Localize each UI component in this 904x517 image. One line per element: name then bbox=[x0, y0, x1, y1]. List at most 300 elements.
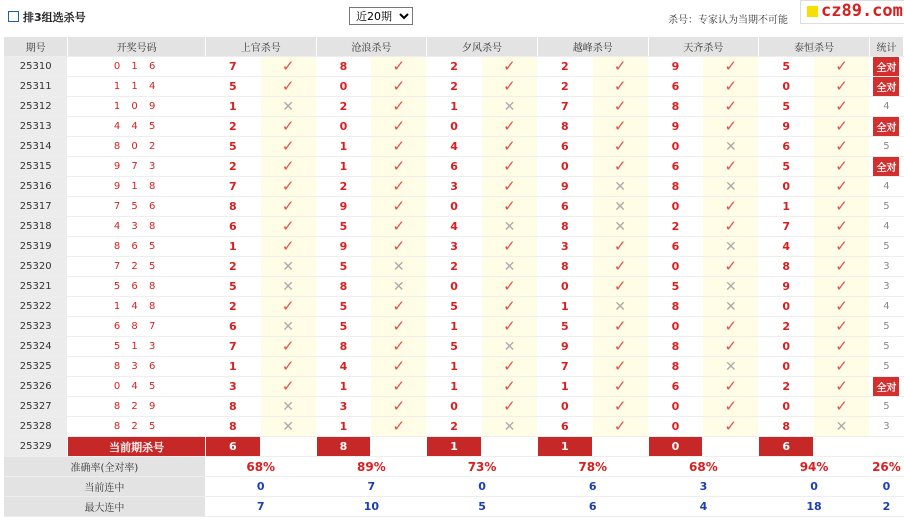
accuracy-value: 89% bbox=[316, 457, 427, 477]
check-icon: ✓ bbox=[281, 297, 295, 315]
kill-number: 0 bbox=[537, 277, 592, 297]
check-icon: ✓ bbox=[392, 377, 406, 395]
result-cell bbox=[703, 377, 759, 397]
result-cell bbox=[703, 177, 759, 197]
kill-number: 8 bbox=[316, 57, 371, 77]
header-stat: 统计 bbox=[869, 37, 903, 57]
result-cell bbox=[592, 297, 648, 317]
result-cell bbox=[482, 197, 538, 217]
result-cell bbox=[482, 157, 538, 177]
result-cell bbox=[592, 257, 648, 277]
kill-number: 1 bbox=[316, 377, 371, 397]
kill-number: 0 bbox=[759, 397, 814, 417]
result-cell bbox=[814, 117, 870, 137]
check-icon: ✓ bbox=[392, 77, 406, 95]
check-icon: ✓ bbox=[503, 197, 516, 215]
kill-number: 1 bbox=[205, 357, 260, 377]
draw-numbers: 7 2 5 bbox=[68, 257, 206, 277]
table-row bbox=[4, 197, 904, 217]
stat-cell bbox=[869, 237, 903, 257]
stat-cell bbox=[869, 417, 903, 437]
period-select[interactable] bbox=[349, 7, 413, 25]
kill-number: 6 bbox=[205, 317, 260, 337]
kill-number: 6 bbox=[759, 137, 814, 157]
hit-count: 3 bbox=[883, 281, 890, 292]
kill-number: 0 bbox=[537, 397, 592, 417]
check-icon: ✓ bbox=[613, 277, 627, 295]
result-cell bbox=[814, 417, 870, 437]
check-icon: ✓ bbox=[281, 237, 295, 255]
result-cell bbox=[260, 197, 316, 217]
table-row bbox=[4, 157, 904, 177]
draw-numbers: 8 3 6 bbox=[68, 357, 206, 377]
stat-cell bbox=[869, 397, 903, 417]
kill-number: 0 bbox=[648, 397, 703, 417]
result-cell bbox=[482, 317, 538, 337]
result-cell bbox=[371, 337, 427, 357]
draw-numbers: 1 1 4 bbox=[68, 77, 206, 97]
stat-accuracy-value: 26% bbox=[869, 457, 903, 477]
cross-icon: ✕ bbox=[614, 178, 626, 195]
check-icon: ✓ bbox=[724, 157, 738, 175]
current-streak-value: 7 bbox=[316, 477, 427, 497]
kill-number: 5 bbox=[316, 257, 371, 277]
hit-count: 5 bbox=[883, 201, 890, 212]
table-row bbox=[4, 317, 904, 337]
table-row bbox=[4, 417, 904, 437]
result-cell bbox=[814, 157, 870, 177]
result-cell bbox=[260, 157, 316, 177]
logo-square-icon bbox=[807, 6, 818, 17]
check-icon: ✓ bbox=[281, 197, 295, 215]
table-row bbox=[4, 57, 904, 77]
kill-number: 0 bbox=[648, 417, 703, 437]
cross-icon: ✕ bbox=[724, 138, 737, 155]
kill-number: 4 bbox=[316, 357, 371, 377]
current-kill-number: 0 bbox=[648, 437, 703, 457]
issue-number: 25328 bbox=[4, 417, 68, 437]
check-icon: ✓ bbox=[613, 337, 627, 355]
check-icon: ✓ bbox=[724, 217, 738, 235]
result-cell bbox=[814, 137, 870, 157]
result-cell bbox=[371, 177, 427, 197]
check-icon: ✓ bbox=[503, 137, 516, 155]
table-row bbox=[4, 277, 904, 297]
result-cell bbox=[814, 57, 870, 77]
logo-text: cz89.com bbox=[821, 1, 903, 21]
result-cell bbox=[592, 177, 648, 197]
check-icon: ✓ bbox=[835, 77, 848, 95]
max-streak-value: 18 bbox=[759, 497, 870, 517]
page-title: 排3组选杀号 bbox=[23, 11, 86, 24]
draw-numbers: 6 8 7 bbox=[68, 317, 206, 337]
kill-number: 4 bbox=[427, 137, 482, 157]
stat-cell bbox=[869, 297, 903, 317]
hit-count: 3 bbox=[883, 421, 890, 432]
result-cell bbox=[703, 57, 759, 77]
check-icon: ✓ bbox=[503, 177, 516, 195]
check-icon: ✓ bbox=[392, 317, 406, 335]
all-correct-badge: 全对 bbox=[873, 377, 899, 396]
kill-number: 7 bbox=[205, 337, 260, 357]
kill-number: 8 bbox=[759, 257, 814, 277]
result-cell bbox=[371, 197, 427, 217]
kill-number: 6 bbox=[648, 157, 703, 177]
kill-number: 9 bbox=[648, 117, 703, 137]
result-cell bbox=[260, 177, 316, 197]
result-cell bbox=[482, 397, 538, 417]
accuracy-value: 68% bbox=[648, 457, 759, 477]
result-cell bbox=[592, 157, 648, 177]
result-cell bbox=[814, 377, 870, 397]
cross-icon: ✕ bbox=[724, 178, 737, 195]
result-cell bbox=[703, 77, 759, 97]
check-icon: ✓ bbox=[835, 217, 848, 235]
kill-number: 5 bbox=[537, 317, 592, 337]
square-icon bbox=[8, 11, 19, 22]
check-icon: ✓ bbox=[835, 137, 848, 155]
max-streak-value: 7 bbox=[205, 497, 316, 517]
check-icon: ✓ bbox=[281, 377, 295, 395]
kill-number: 2 bbox=[759, 317, 814, 337]
result-cell bbox=[260, 237, 316, 257]
result-cell bbox=[371, 277, 427, 297]
stat-cell bbox=[869, 317, 903, 337]
current-streak-value: 3 bbox=[648, 477, 759, 497]
stat-cell bbox=[869, 157, 903, 177]
kill-number: 0 bbox=[759, 297, 814, 317]
kill-number: 2 bbox=[205, 257, 260, 277]
result-cell bbox=[592, 317, 648, 337]
check-icon: ✓ bbox=[613, 357, 627, 375]
result-cell bbox=[260, 117, 316, 137]
check-icon: ✓ bbox=[724, 77, 738, 95]
cross-icon: ✕ bbox=[392, 258, 405, 275]
stat-cell bbox=[869, 257, 903, 277]
check-icon: ✓ bbox=[503, 157, 516, 175]
draw-numbers: 7 5 6 bbox=[68, 197, 206, 217]
check-icon: ✓ bbox=[392, 357, 406, 375]
kill-number: 0 bbox=[427, 277, 482, 297]
kill-number: 5 bbox=[427, 297, 482, 317]
result-cell bbox=[592, 237, 648, 257]
table-row bbox=[4, 297, 904, 317]
check-icon: ✓ bbox=[835, 397, 848, 415]
check-icon: ✓ bbox=[613, 157, 627, 175]
result-cell bbox=[371, 137, 427, 157]
table-row bbox=[4, 397, 904, 417]
check-icon: ✓ bbox=[835, 157, 848, 175]
hit-count: 5 bbox=[883, 321, 890, 332]
check-icon: ✓ bbox=[613, 97, 627, 115]
check-icon: ✓ bbox=[613, 77, 627, 95]
check-icon: ✓ bbox=[503, 377, 516, 395]
table-header-row bbox=[4, 37, 904, 57]
result-cell bbox=[371, 357, 427, 377]
current-kill-number: 8 bbox=[316, 437, 371, 457]
check-icon: ✓ bbox=[503, 237, 516, 255]
result-cell bbox=[260, 317, 316, 337]
check-icon: ✓ bbox=[724, 317, 738, 335]
kill-number: 5 bbox=[316, 297, 371, 317]
check-icon: ✓ bbox=[392, 157, 406, 175]
hit-count: 3 bbox=[883, 261, 890, 272]
hit-count: 4 bbox=[883, 221, 890, 232]
kill-number: 0 bbox=[648, 317, 703, 337]
cross-icon: ✕ bbox=[503, 418, 516, 435]
kill-number: 8 bbox=[537, 217, 592, 237]
kill-number: 9 bbox=[759, 117, 814, 137]
result-cell bbox=[592, 277, 648, 297]
check-icon: ✓ bbox=[392, 137, 406, 155]
result-cell bbox=[482, 117, 538, 137]
check-icon: ✓ bbox=[281, 157, 295, 175]
result-cell bbox=[260, 277, 316, 297]
kill-number: 7 bbox=[205, 177, 260, 197]
kill-number: 1 bbox=[427, 317, 482, 337]
kill-number: 1 bbox=[316, 417, 371, 437]
table-row bbox=[4, 357, 904, 377]
cross-icon: ✕ bbox=[835, 418, 848, 435]
check-icon: ✓ bbox=[835, 117, 848, 135]
result-cell bbox=[703, 357, 759, 377]
current-issue: 25329 bbox=[4, 437, 68, 457]
stat-cell bbox=[869, 177, 903, 197]
accuracy-value: 94% bbox=[759, 457, 870, 477]
kill-number: 3 bbox=[205, 377, 260, 397]
kill-number: 2 bbox=[316, 97, 371, 117]
result-cell bbox=[371, 217, 427, 237]
check-icon: ✓ bbox=[503, 117, 516, 135]
result-cell bbox=[482, 217, 538, 237]
header-expert: 上官杀号 bbox=[205, 37, 316, 57]
kill-number: 9 bbox=[537, 337, 592, 357]
table-row bbox=[4, 117, 904, 137]
check-icon: ✓ bbox=[835, 57, 848, 75]
current-streak-label: 当前连中 bbox=[4, 477, 205, 497]
result-cell bbox=[260, 77, 316, 97]
kill-number: 8 bbox=[648, 97, 703, 117]
issue-number: 25318 bbox=[4, 217, 68, 237]
kill-number: 6 bbox=[537, 417, 592, 437]
check-icon: ✓ bbox=[392, 217, 406, 235]
check-icon: ✓ bbox=[835, 357, 848, 375]
stat-cell bbox=[869, 357, 903, 377]
result-cell bbox=[371, 317, 427, 337]
result-cell bbox=[814, 297, 870, 317]
result-cell bbox=[592, 137, 648, 157]
result-cell bbox=[592, 377, 648, 397]
result-cell bbox=[260, 257, 316, 277]
check-icon: ✓ bbox=[281, 57, 295, 75]
top-bar bbox=[0, 0, 904, 34]
kill-number: 8 bbox=[648, 177, 703, 197]
result-cell bbox=[482, 77, 538, 97]
kill-number: 5 bbox=[648, 277, 703, 297]
result-cell bbox=[592, 217, 648, 237]
accuracy-value: 73% bbox=[427, 457, 538, 477]
kill-number: 2 bbox=[759, 377, 814, 397]
result-cell bbox=[703, 337, 759, 357]
kill-number: 8 bbox=[205, 417, 260, 437]
stat-current-streak: 0 bbox=[869, 477, 903, 497]
issue-number: 25323 bbox=[4, 317, 68, 337]
stat-cell bbox=[869, 217, 903, 237]
check-icon: ✓ bbox=[835, 177, 848, 195]
kill-number: 4 bbox=[427, 217, 482, 237]
check-icon: ✓ bbox=[503, 57, 516, 75]
check-icon: ✓ bbox=[503, 397, 516, 415]
draw-numbers: 5 1 3 bbox=[68, 337, 206, 357]
kill-number: 2 bbox=[427, 257, 482, 277]
kill-number: 0 bbox=[427, 397, 482, 417]
check-icon: ✓ bbox=[835, 297, 848, 315]
stat-cell bbox=[869, 137, 903, 157]
check-icon: ✓ bbox=[613, 57, 627, 75]
result-cell bbox=[371, 237, 427, 257]
result-cell bbox=[592, 97, 648, 117]
result-cell bbox=[482, 237, 538, 257]
hit-count: 4 bbox=[883, 101, 890, 112]
cross-icon: ✕ bbox=[614, 298, 626, 315]
accuracy-value: 68% bbox=[205, 457, 316, 477]
check-icon: ✓ bbox=[724, 257, 738, 275]
result-cell bbox=[260, 397, 316, 417]
result-cell bbox=[482, 297, 538, 317]
header-expert: 越峰杀号 bbox=[537, 37, 648, 57]
result-cell bbox=[482, 177, 538, 197]
current-streak-row bbox=[4, 477, 904, 497]
result-cell bbox=[482, 337, 538, 357]
header-prize: 开奖号码 bbox=[68, 37, 206, 57]
accuracy-row bbox=[4, 457, 904, 477]
check-icon: ✓ bbox=[835, 337, 848, 355]
kill-number: 0 bbox=[759, 337, 814, 357]
kill-number: 1 bbox=[316, 137, 371, 157]
result-cell bbox=[371, 377, 427, 397]
draw-numbers: 1 4 8 bbox=[68, 297, 206, 317]
stat-cell bbox=[869, 77, 903, 97]
cross-icon: ✕ bbox=[282, 318, 294, 335]
kill-number: 1 bbox=[205, 97, 260, 117]
max-streak-label: 最大连中 bbox=[4, 497, 205, 517]
result-cell bbox=[592, 117, 648, 137]
kill-number: 1 bbox=[537, 377, 592, 397]
site-logo[interactable] bbox=[800, 0, 904, 24]
kill-number: 1 bbox=[427, 97, 482, 117]
result-cell bbox=[482, 137, 538, 157]
check-icon: ✓ bbox=[503, 297, 516, 315]
kill-number: 2 bbox=[648, 217, 703, 237]
result-cell bbox=[703, 317, 759, 337]
result-cell bbox=[482, 97, 538, 117]
result-cell bbox=[814, 217, 870, 237]
kill-number: 3 bbox=[427, 177, 482, 197]
current-kill-number: 6 bbox=[205, 437, 260, 457]
accuracy-label: 准确率(全对率) bbox=[4, 457, 205, 477]
check-icon: ✓ bbox=[613, 137, 627, 155]
kill-number: 6 bbox=[648, 237, 703, 257]
issue-number: 25324 bbox=[4, 337, 68, 357]
draw-numbers: 8 2 5 bbox=[68, 417, 206, 437]
stat-cell bbox=[869, 117, 903, 137]
cross-icon: ✕ bbox=[282, 278, 294, 295]
kill-number: 1 bbox=[537, 297, 592, 317]
kill-number: 0 bbox=[316, 117, 371, 137]
current-kill-row bbox=[4, 437, 904, 457]
draw-numbers: 4 4 5 bbox=[68, 117, 206, 137]
cross-icon: ✕ bbox=[503, 98, 516, 115]
check-icon: ✓ bbox=[281, 137, 295, 155]
result-cell bbox=[703, 217, 759, 237]
kill-number: 0 bbox=[648, 197, 703, 217]
kill-number: 0 bbox=[648, 257, 703, 277]
result-cell bbox=[371, 397, 427, 417]
draw-numbers: 8 0 2 bbox=[68, 137, 206, 157]
cross-icon: ✕ bbox=[503, 218, 516, 235]
stat-cell bbox=[869, 197, 903, 217]
check-icon: ✓ bbox=[392, 237, 406, 255]
result-cell bbox=[260, 217, 316, 237]
kill-number: 1 bbox=[205, 237, 260, 257]
kill-number: 9 bbox=[316, 197, 371, 217]
issue-number: 25325 bbox=[4, 357, 68, 377]
draw-numbers: 9 7 3 bbox=[68, 157, 206, 177]
kill-number: 1 bbox=[759, 197, 814, 217]
check-icon: ✓ bbox=[281, 177, 295, 195]
accuracy-value: 78% bbox=[537, 457, 648, 477]
result-cell bbox=[703, 197, 759, 217]
stat-max-streak: 2 bbox=[869, 497, 903, 517]
result-cell bbox=[482, 257, 538, 277]
result-cell bbox=[371, 297, 427, 317]
current-streak-value: 0 bbox=[205, 477, 316, 497]
hit-count: 5 bbox=[883, 361, 890, 372]
result-cell bbox=[703, 237, 759, 257]
kill-number: 8 bbox=[537, 257, 592, 277]
check-icon: ✓ bbox=[835, 197, 848, 215]
max-streak-value: 5 bbox=[427, 497, 538, 517]
kill-number: 5 bbox=[316, 217, 371, 237]
result-cell bbox=[371, 57, 427, 77]
issue-number: 25319 bbox=[4, 237, 68, 257]
check-icon: ✓ bbox=[392, 397, 406, 415]
table-row bbox=[4, 337, 904, 357]
current-streak-value: 0 bbox=[759, 477, 870, 497]
kill-number: 5 bbox=[205, 77, 260, 97]
result-cell bbox=[814, 77, 870, 97]
kill-number: 2 bbox=[427, 57, 482, 77]
cross-icon: ✕ bbox=[392, 278, 405, 295]
check-icon: ✓ bbox=[613, 397, 627, 415]
check-icon: ✓ bbox=[503, 317, 516, 335]
current-streak-value: 0 bbox=[427, 477, 538, 497]
kill-number: 2 bbox=[537, 77, 592, 97]
kill-number: 7 bbox=[537, 357, 592, 377]
issue-number: 25327 bbox=[4, 397, 68, 417]
kill-number: 5 bbox=[759, 97, 814, 117]
check-icon: ✓ bbox=[503, 277, 516, 295]
issue-number: 25313 bbox=[4, 117, 68, 137]
check-icon: ✓ bbox=[281, 217, 295, 235]
result-cell bbox=[371, 257, 427, 277]
cross-icon: ✕ bbox=[282, 258, 294, 275]
check-icon: ✓ bbox=[613, 317, 627, 335]
result-cell bbox=[482, 377, 538, 397]
kill-number: 3 bbox=[537, 237, 592, 257]
kill-number: 5 bbox=[427, 337, 482, 357]
result-cell bbox=[814, 397, 870, 417]
